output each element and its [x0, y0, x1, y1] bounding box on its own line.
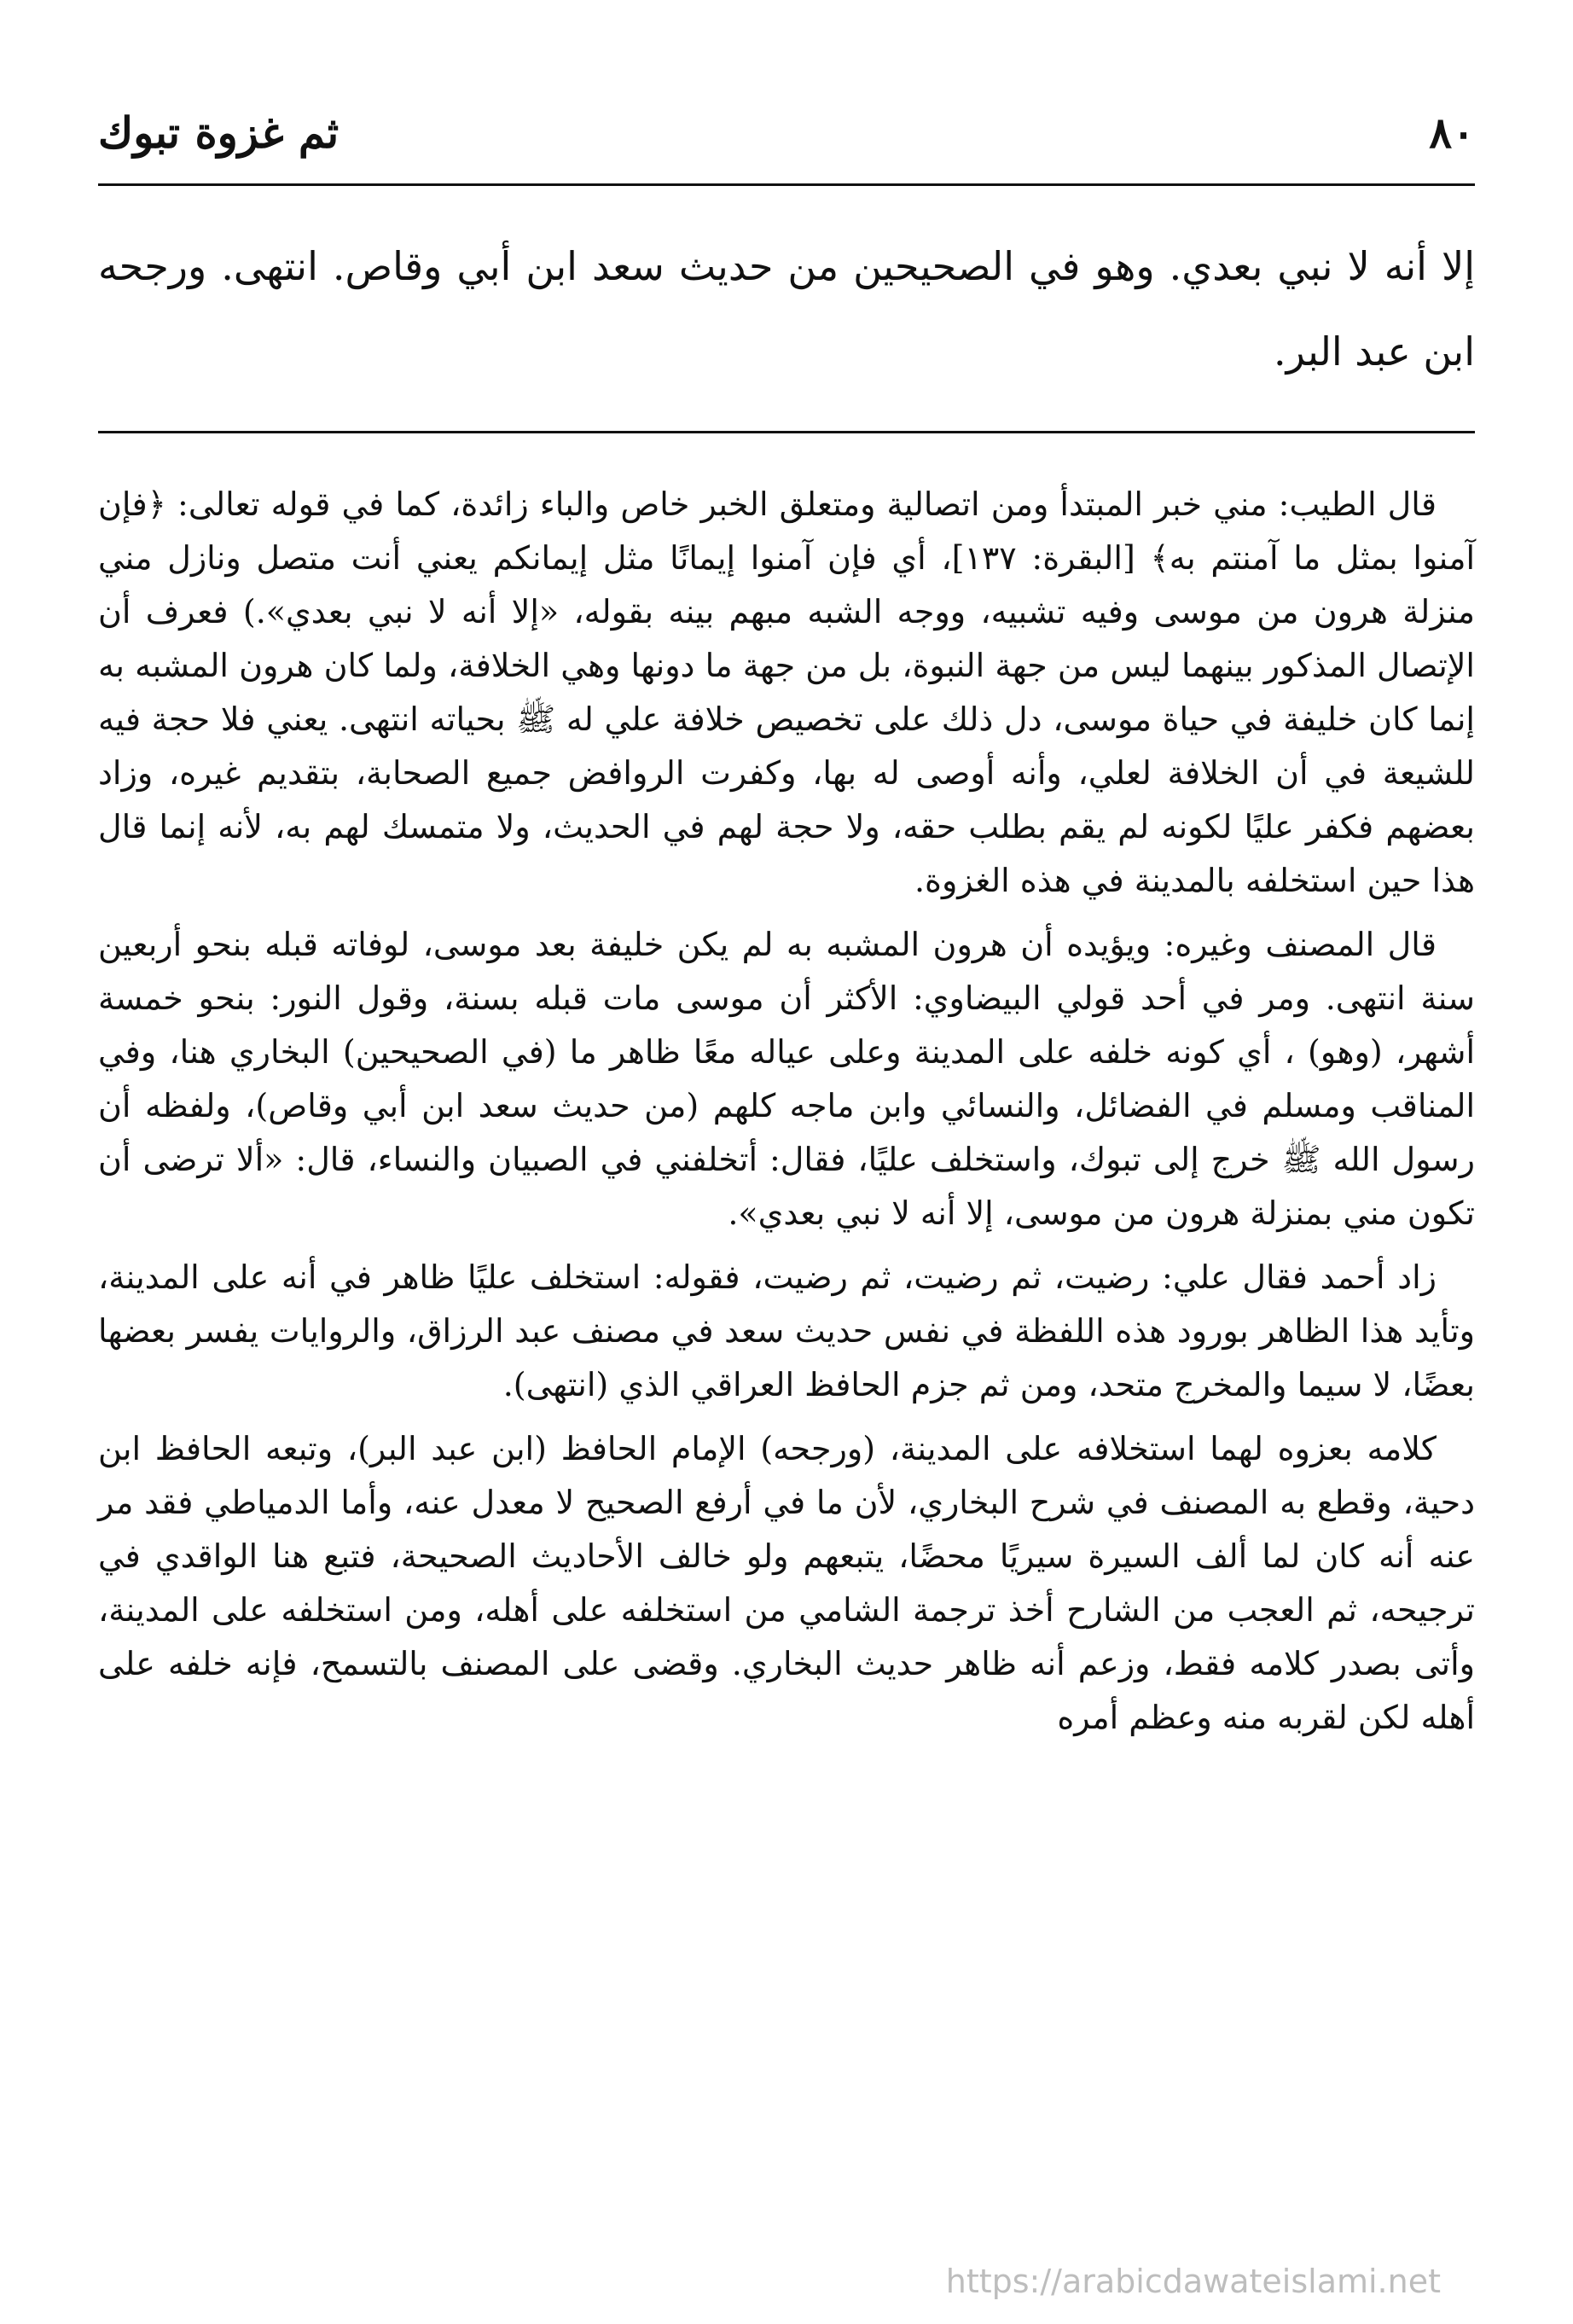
commentary-paragraph: قال الطيب: مني خبر المبتدأ ومن اتصالية ومتعلق الخبر خاص والباء زائدة، كما في قوله تعالى: ﴿فإن آمنوا بمثل ما آمنتم به﴾ [البقرة: ١٣٧]، أي فإن آمنوا إيمانًا مثل إيمانكم يعني أنت متصل ونازل مني منزلة هرون من موسى وفيه تشبيه، ووجه الشبه مبهم بينه بقوله، «إلا أنه لا نبي بعدي».) فعرف أن الإتصال المذكور بينهما ليس من جهة النبوة، بل من جهة ما دونها وهي الخلافة، ولما كان هرون المشبه به إنما كان خليفة في حياة موسى، دل ذلك على تخصيص خلافة علي له ﷺ بحياته انتهى. يعني فلا حجة فيه للشيعة في أن الخلافة لعلي، وأنه أوصى له بها، وكفرت الروافض جميع الصحابة، بتقديم غيره، وزاد بعضهم فكفر عليًا لكونه لم يقم بطلب حقه، ولا حجة لهم في الحديث، ولا متمسك لهم به، لأنه إنما قال هذا حين استخلفه بالمدينة في هذه الغزوة.: [98, 485, 1475, 899]
matn-text: إلا أنه لا نبي بعدي. وهو في الصحيحين من حديث سعد ابن أبي وقاص. انتهى. ورجحه ابن عبد البر.: [98, 243, 1475, 375]
commentary-paragraph: زاد أحمد فقال علي: رضيت، ثم رضيت، ثم رضيت، فقوله: استخلف عليًا ظاهر في أنه على المدينة، وتأيد هذا الظاهر بورود هذه اللفظة في نفس حديث سعد في مصنف عبد الرزاق، والروايات يفسر بعضها بعضًا، لا سيما والمخرج متحد، ومن ثم جزم الحافظ العراقي الذي (انتهى).: [98, 1258, 1475, 1403]
commentary-paragraph: قال المصنف وغيره: ويؤيده أن هرون المشبه به لم يكن خليفة بعد موسى، لوفاته قبله بنحو أربعين سنة انتهى. ومر في أحد قولي البيضاوي: الأكثر أن موسى مات قبله بسنة، وقول النور: بنحو خمسة أشهر، (وهو) ، أي كونه خلفه على المدينة وعلى عياله معًا ظاهر ما (في الصحيحين) البخاري هنا، وفي المناقب ومسلم في الفضائل، والنسائي وابن ماجه كلهم (من حديث سعد ابن أبي وقاص)، ولفظه أن رسول الله ﷺ خرج إلى تبوك، واستخلف عليًا، فقال: أتخلفني في الصبيان والنساء، قال: «ألا ترضى أن تكون مني بمنزلة هرون من موسى، إلا أنه لا نبي بعدي».: [98, 926, 1476, 1232]
commentary-paragraph: كلامه بعزوه لهما استخلافه على المدينة، (ورجحه) الإمام الحافظ (ابن عبد البر)، وتبعه الحافظ ابن دحية، وقطع به المصنف في شرح البخاري، لأن ما في أرفع الصحيح لا معدل عنه، وأما الدمياطي فقد مر عنه أنه كان لما ألف السيرة سيريًا محضًا، يتبعهم ولو خالف الأحاديث الصحيحة، فتبع هنا الواقدي في ترجيحه، ثم العجب من الشارح أخذ ترجمة الشامي من استخلفه على أهله، ومن استخلفه على المدينة، وأتى بصدر كلامه فقط، وزعم أنه ظاهر حديث البخاري. وقضى على المصنف بالتسمح، فإنه خلفه على أهله لكن لقربه منه وعظم أمره: [98, 1430, 1475, 1736]
matn-divider: [98, 431, 1475, 433]
running-title: ثم غزوة تبوك: [98, 107, 340, 158]
page-header: [98, 102, 1475, 162]
page-number: ٨٠: [1429, 107, 1475, 158]
commentary-section: [98, 478, 1475, 1755]
watermark-url: https://arabicdawateislami.net: [945, 2263, 1441, 2300]
header-divider: [98, 183, 1475, 186]
